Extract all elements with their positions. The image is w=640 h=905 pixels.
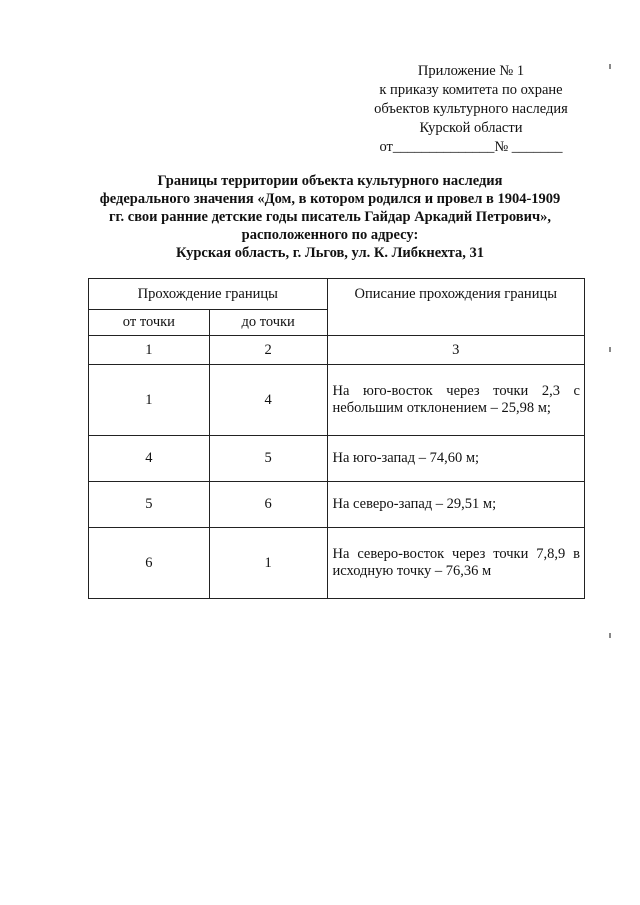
column-number: 3 — [327, 336, 584, 365]
column-number: 2 — [209, 336, 327, 365]
table-row — [89, 482, 585, 528]
from-point-cell: 4 — [89, 436, 210, 482]
description-cell: На северо-восток через точки 7,8,9 в исходную точку – 76,36 м — [327, 528, 584, 599]
title-address: Курская область, г. Льгов, ул. К. Либкнехта, 31 — [175, 245, 485, 261]
document-title — [60, 172, 600, 262]
title-line-2: федерального значения «Дом, в котором родился и провел в 1904-1909 — [99, 191, 561, 207]
header-boundary-passage: Прохождение границы — [89, 279, 328, 310]
table-row — [89, 365, 585, 436]
scan-mark — [609, 64, 611, 69]
description-cell: На юго-восток через точки 2,3 с небольшим отклонением – 25,98 м; — [327, 365, 584, 436]
from-point-cell: 1 — [89, 365, 210, 436]
title-line-1: Границы территории объекта культурного наследия — [157, 173, 503, 189]
appendix-committee-line: объектов культурного наследия — [374, 101, 568, 117]
scan-mark — [609, 347, 611, 352]
table-row — [89, 528, 585, 599]
appendix-header — [352, 62, 590, 157]
appendix-date-number-line: от______________№ _______ — [379, 139, 563, 155]
description-cell: На северо-запад – 29,51 м; — [327, 482, 584, 528]
appendix-region-line: Курской области — [419, 120, 523, 136]
to-point-cell: 1 — [209, 528, 327, 599]
to-point-cell: 5 — [209, 436, 327, 482]
column-numbers-row — [89, 336, 585, 365]
scan-mark — [609, 633, 611, 638]
from-point-cell: 6 — [89, 528, 210, 599]
title-line-4: расположенного по адресу: — [241, 227, 419, 243]
appendix-order-line: к приказу комитета по охране — [379, 82, 563, 98]
header-from-point: от точки — [89, 310, 210, 336]
to-point-cell: 4 — [209, 365, 327, 436]
appendix-number: Приложение № 1 — [417, 63, 525, 79]
header-to-point: до точки — [209, 310, 327, 336]
header-description: Описание прохождения границы — [327, 279, 584, 336]
description-cell: На юго-запад – 74,60 м; — [327, 436, 584, 482]
to-point-cell: 6 — [209, 482, 327, 528]
boundary-table — [88, 278, 585, 599]
table-row — [89, 436, 585, 482]
from-point-cell: 5 — [89, 482, 210, 528]
title-line-3: гг. свои ранние детские годы писатель Гайдар Аркадий Петрович», — [108, 209, 552, 225]
column-number: 1 — [89, 336, 210, 365]
